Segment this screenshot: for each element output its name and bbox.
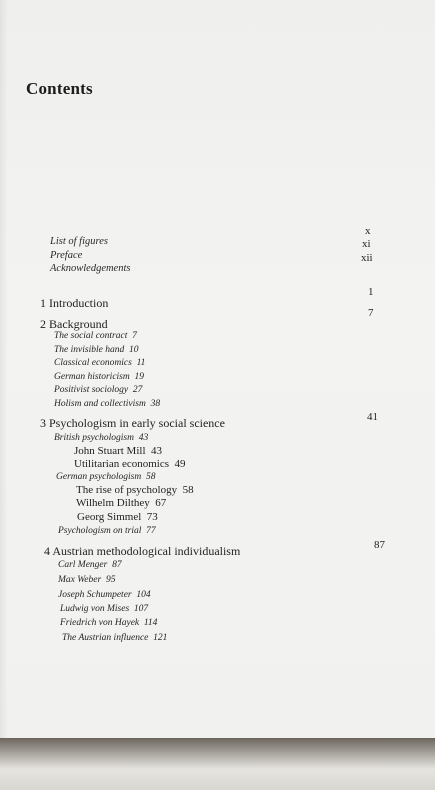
section-item — [58, 575, 115, 585]
section-label: The social contract — [54, 331, 128, 341]
section-item — [54, 385, 142, 395]
section-page: 95 — [105, 575, 116, 585]
section-item — [54, 358, 145, 368]
chapter-2-title: 2 Background — [40, 317, 108, 331]
section-page: 27 — [132, 385, 143, 395]
chapter-3-page: 41 — [367, 411, 378, 423]
section-page: 11 — [136, 358, 146, 368]
chapter-2-page: 7 — [368, 307, 374, 319]
section-label: Max Weber — [58, 575, 102, 585]
front-page-acknowledgements: xii — [361, 252, 373, 264]
section-label: German psychologism — [56, 472, 142, 482]
section-label: Friedrich von Hayek — [60, 618, 140, 628]
section-label: Carl Menger — [58, 560, 108, 570]
section-page: 114 — [143, 618, 158, 628]
section-label: German historicism — [54, 372, 130, 382]
chapter-1-page: 1 — [368, 286, 374, 298]
section-page: 43 — [138, 433, 149, 443]
subsection-item — [76, 484, 194, 496]
subsection-page: 73 — [146, 511, 158, 523]
section-page: 107 — [133, 604, 149, 614]
section-item — [58, 526, 156, 536]
subsection-label: Wilhelm Dilthey — [76, 497, 150, 509]
section-page: 7 — [132, 331, 137, 341]
section-item — [60, 618, 157, 628]
section-page: 58 — [145, 472, 156, 482]
section-label: The Austrian influence — [62, 633, 149, 643]
chapter-3-title: 3 Psychologism in early social science — [40, 416, 225, 430]
subsection-page: 67 — [155, 497, 167, 509]
front-item-acknowledgements: Acknowledgements — [50, 263, 131, 274]
section-item — [54, 399, 160, 409]
section-page: 87 — [112, 560, 122, 570]
section-item — [54, 345, 138, 355]
section-item — [54, 372, 144, 382]
section-item — [60, 604, 148, 614]
front-page-preface: xi — [362, 238, 371, 250]
chapter-4-title: 4 Austrian methodological individualism — [44, 544, 241, 558]
front-page-list-of-figures: x — [365, 225, 371, 237]
section-item — [58, 560, 122, 570]
section-item — [56, 472, 155, 482]
subsection-label: Utilitarian economics — [74, 458, 169, 470]
section-label: Joseph Schumpeter — [58, 590, 132, 600]
subsection-label: Georg Simmel — [77, 511, 142, 523]
section-label: British psychologism — [54, 433, 134, 443]
subsection-page: 58 — [182, 484, 194, 496]
subsection-item — [74, 445, 162, 457]
section-page: 121 — [153, 633, 168, 643]
section-label: Ludwig von Mises — [60, 604, 130, 614]
section-page: 104 — [136, 590, 151, 600]
section-label: Positivist sociology — [54, 385, 129, 395]
section-item — [54, 433, 148, 443]
page-gutter-shadow — [0, 0, 8, 738]
section-item — [58, 590, 151, 600]
section-page: 10 — [128, 345, 139, 355]
desk-surface — [0, 738, 435, 790]
section-page: 19 — [134, 372, 144, 382]
section-item — [62, 633, 167, 643]
subsection-page: 43 — [151, 445, 163, 457]
subsection-item — [77, 511, 158, 523]
front-item-list-of-figures: List of figures — [50, 236, 108, 247]
chapter-4-page: 87 — [374, 539, 385, 551]
section-label: Psychologism on trial — [58, 526, 142, 536]
section-label: Holism and collectivism — [54, 399, 146, 409]
section-item — [54, 331, 137, 341]
subsection-label: John Stuart Mill — [74, 445, 146, 457]
subsection-label: The rise of psychology — [76, 484, 178, 496]
section-label: Classical economics — [54, 358, 132, 368]
subsection-page: 49 — [174, 458, 186, 470]
subsection-item — [74, 458, 186, 470]
section-label: The invisible hand — [54, 345, 125, 355]
front-item-preface: Preface — [50, 250, 83, 261]
subsection-item — [76, 497, 166, 509]
contents-heading: Contents — [26, 79, 93, 98]
section-page: 77 — [146, 526, 156, 536]
chapter-1-title: 1 Introduction — [40, 296, 109, 310]
section-page: 38 — [150, 399, 161, 409]
